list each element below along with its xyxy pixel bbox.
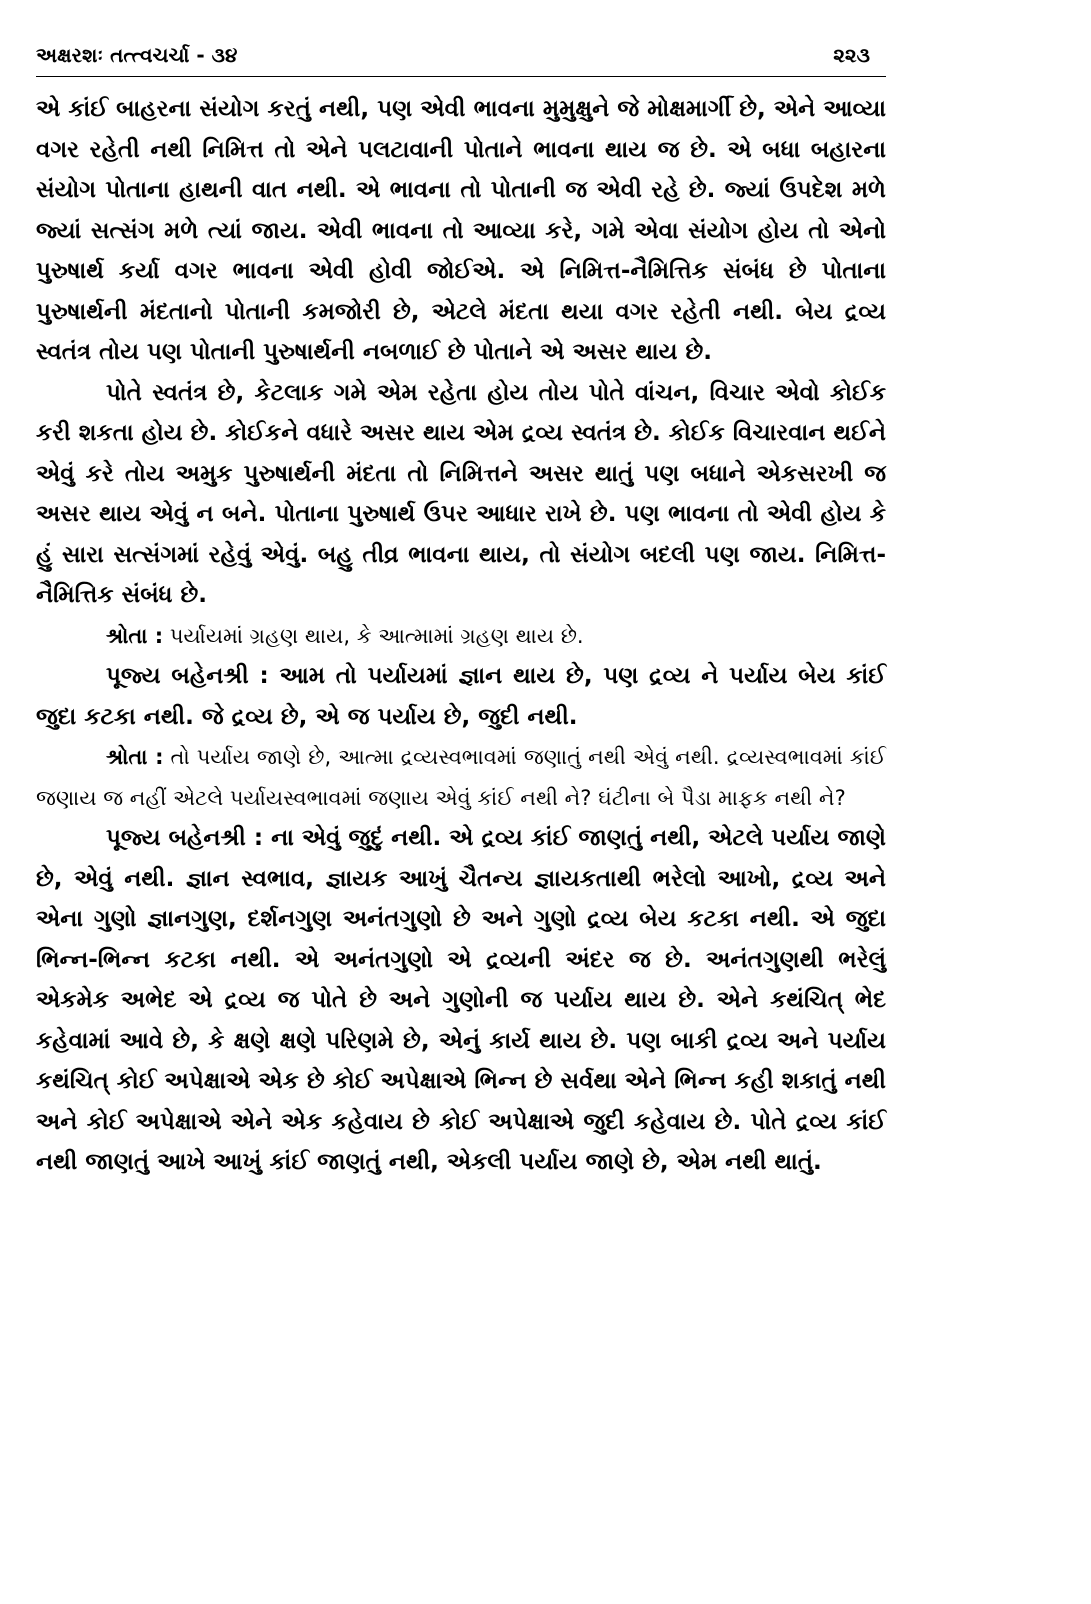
listener-question-2	[36, 737, 886, 818]
paragraph-text: એ કાંઈ બાહરના સંયોગ કરતું નથી, પણ એવી ભાવના મુમુક્ષુને જે મોક્ષમાર્ગી છે, એને આવ્યા વગર રહેતી નથી નિમિત્ત તો એને પલટાવાની પોતાને ભાવના થાય જ છે. એ બધા બહારના સંયોગ પોતાના હાથની વાત નથી. એ ભાવના તો પોતાની જ એવી રહે છે. જ્યાં ઉપદેશ મળે જ્યાં સત્સંગ મળે ત્યાં જાય. એવી ભાવના તો આવ્યા કરે, ગમે એવા સંયોગ હોય તો એનો પુરુષાર્થ કર્યા વગર ભાવના એવી હોવી જોઈએ. એ નિમિત્ત-નૈમિત્તિક સંબંધ છે પોતાના પુરુષાર્થની મંદતાનો પોતાની કમજોરી છે, એટલે મંદતા થયા વગર રહેતી નથી. બેય દ્રવ્ય સ્વતંત્ર તોય પણ પોતાની પુરુષાર્થની નબળાઈ છે પોતાને એ અસર થાય છે.	[36, 96, 886, 365]
page-number: ૨૨૩	[833, 43, 870, 67]
speaker-label: શ્રોતા :	[106, 745, 164, 769]
paragraph-text: આમ તો પર્યાયમાં જ્ઞાન થાય છે, પણ દ્રવ્ય ને પર્યાય બેય કાંઈ જુદા કટકા નથી. જે દ્રવ્ય છે, એ જ પર્યાય છે, જુદી નથી.	[36, 663, 886, 730]
running-header	[36, 40, 886, 77]
answer-1	[36, 656, 886, 737]
paragraph-1	[36, 89, 886, 373]
speaker-label: પૂજ્ય બહેનશ્રી :	[106, 663, 269, 689]
answer-2	[36, 818, 886, 1183]
running-header-title: અક્ષરશઃ તત્ત્વચર્ચા - ૩૪	[36, 43, 238, 67]
paragraph-2	[36, 373, 886, 616]
page-body	[36, 89, 886, 1183]
listener-question-1	[36, 616, 886, 657]
paragraph-text: પોતે સ્વતંત્ર છે, કેટલાક ગમે એમ રહેતા હોય તોય પોતે વાંચન, વિચાર એવો કોઈક કરી શકતા હોય છે. કોઈકને વધારે અસર થાય એમ દ્રવ્ય સ્વતંત્ર છે. કોઈક વિચારવાન થઈને એવું કરે તોય અમુક પુરુષાર્થની મંદતા તો નિમિત્તને અસર થાતું પણ બધાને એકસરખી જ અસર થાય એવું ન બને. પોતાના પુરુષાર્થ ઉપર આધાર રાખે છે. પણ ભાવના તો એવી હોય કે હું સારા સત્સંગમાં રહેવું એવું. બહુ તીવ્ર ભાવના થાય, તો સંયોગ બદલી પણ જાય. નિમિત્ત-નૈમિત્તિક સંબંધ છે.	[36, 379, 886, 608]
document-page	[36, 40, 886, 1183]
speaker-label: પૂજ્ય બહેનશ્રી :	[106, 825, 264, 851]
paragraph-text: પર્યાયમાં ગ્રહણ થાય, કે આત્મામાં ગ્રહણ થાય છે.	[169, 623, 584, 648]
paragraph-text: ના એવું જુદું નથી. એ દ્રવ્ય કાંઈ જાણતું નથી, એટલે પર્યાય જાણે છે, એવું નથી. જ્ઞાન સ્વભાવ, જ્ઞાયક આખું ચૈતન્ય જ્ઞાયકતાથી ભરેલો આખો, દ્રવ્ય અને એના ગુણો જ્ઞાનગુણ, દર્શનગુણ અનંતગુણો છે અને ગુણો દ્રવ્ય બેય કટકા નથી. એ જુદા ભિન્ન-ભિન્ન કટકા નથી. એ અનંતગુણો એ દ્રવ્યની અંદર જ છે. અનંતગુણથી ભરેલું એકમેક અભેદ એ દ્રવ્ય જ પોતે છે અને ગુણોની જ પર્યાય થાય છે. એને કથંચિત્ ભેદ કહેવામાં આવે છે, કે ક્ષણે ક્ષણે પરિણમે છે, એનું કાર્ય થાય છે. પણ બાકી દ્રવ્ય અને પર્યાય કથંચિત્ કોઈ અપેક્ષાએ એક છે કોઈ અપેક્ષાએ ભિન્ન છે સર્વથા એને ભિન્ન કહી શકાતું નથી અને કોઈ અપેક્ષાએ એને એક કહેવાય છે કોઈ અપેક્ષાએ જુદી કહેવાય છે. પોતે દ્રવ્ય કાંઈ નથી જાણતું આખે આખું કાંઈ જાણતું નથી, એકલી પર્યાય જાણે છે, એમ નથી થાતું.	[36, 825, 886, 1175]
paragraph-text: તો પર્યાય જાણે છે, આત્મા દ્રવ્યસ્વભાવમાં જણાતું નથી એવું નથી. દ્રવ્યસ્વભાવમાં કાંઈ જણાય જ નહીં એટલે પર્યાયસ્વભાવમાં જણાય એવું કાંઈ નથી ને? ઘંટીના બે પૈડા માફક નથી ને?	[36, 745, 886, 810]
speaker-label: શ્રોતા :	[106, 623, 164, 648]
